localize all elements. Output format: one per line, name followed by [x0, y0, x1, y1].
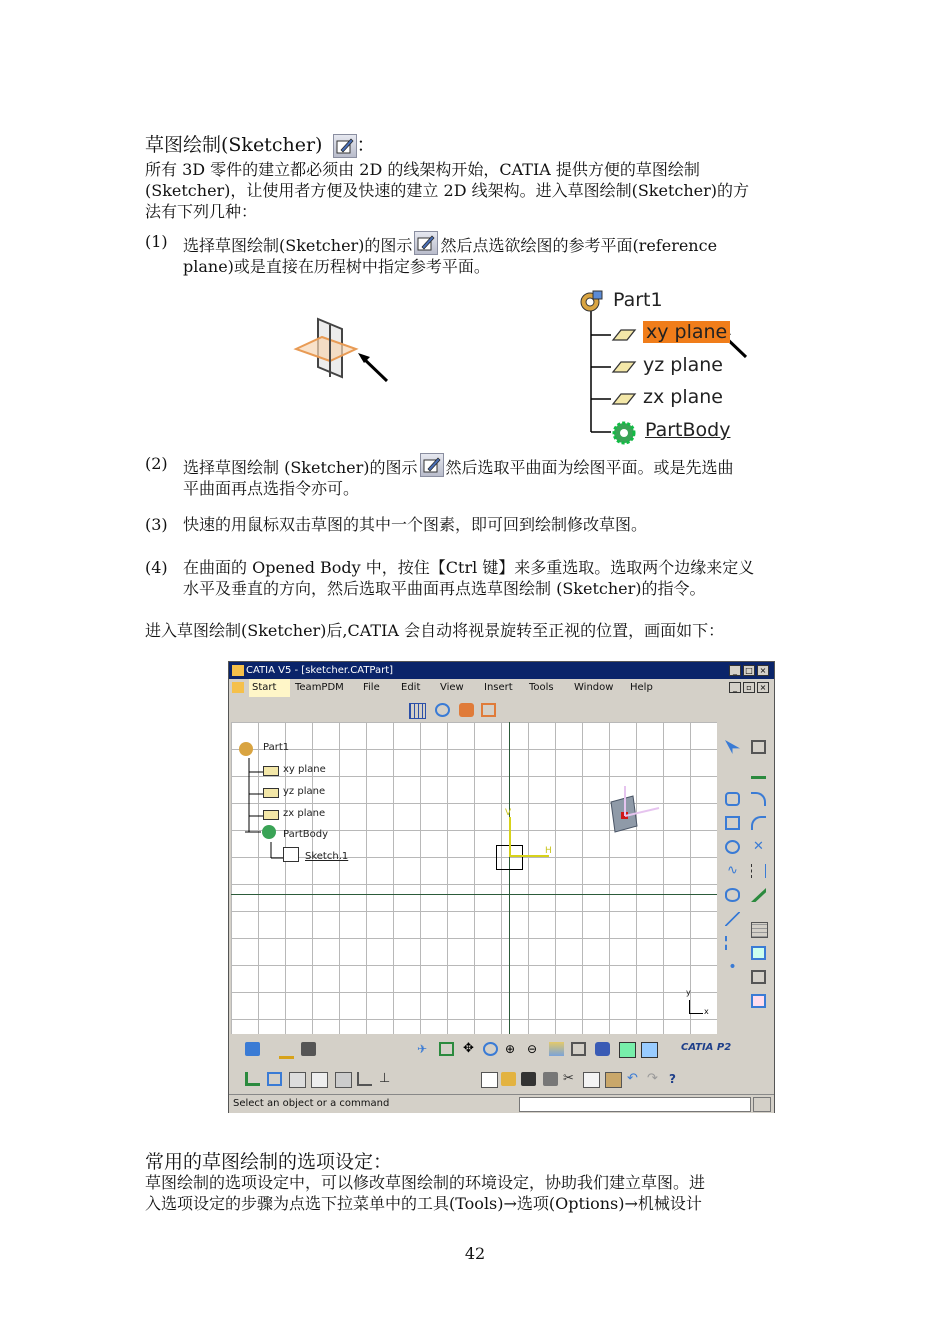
groove-icon[interactable]	[335, 1072, 352, 1088]
fit-all-icon[interactable]	[439, 1042, 454, 1056]
corner-icon[interactable]	[751, 792, 766, 806]
swap-space-icon[interactable]	[641, 1042, 658, 1058]
zoom-out-icon[interactable]: ⊖	[527, 1042, 538, 1056]
grid-icon[interactable]	[409, 703, 426, 719]
help-icon[interactable]: ?	[669, 1072, 676, 1086]
auto-constraint-icon[interactable]	[751, 946, 766, 960]
pocket-icon[interactable]	[289, 1072, 306, 1088]
doc-restore-button[interactable]: ▫	[743, 682, 755, 693]
menu-window[interactable]: Window	[574, 682, 614, 693]
ellipse-icon[interactable]	[725, 888, 740, 902]
item-number: (4)	[145, 558, 168, 577]
trim-icon[interactable]: ✕	[753, 839, 764, 854]
shaft-icon[interactable]	[267, 1072, 282, 1086]
hole-icon[interactable]	[311, 1072, 328, 1088]
mini-plane-icon	[263, 788, 279, 798]
page-number: 42	[464, 1244, 486, 1263]
select-arrow-icon[interactable]	[725, 740, 740, 754]
item-number: (3)	[145, 515, 168, 534]
close-button[interactable]: ×	[757, 665, 769, 676]
sketcher-icon	[333, 134, 357, 158]
rectangle-icon[interactable]	[725, 816, 740, 830]
chamfer-icon[interactable]	[751, 816, 766, 830]
heading-text: 草图绘制(Sketcher)	[145, 134, 323, 156]
catalog-icon[interactable]	[301, 1042, 316, 1056]
undo-icon[interactable]: ↶	[627, 1071, 638, 1086]
plane-icon	[611, 327, 637, 343]
rotate-icon[interactable]	[483, 1042, 498, 1056]
plane-icon	[611, 359, 637, 375]
pad-icon[interactable]	[245, 1072, 260, 1086]
plane-icon	[611, 391, 637, 407]
top-toolbar	[229, 698, 774, 722]
triad-y	[689, 1000, 690, 1014]
catia-logo: CATIA P2	[681, 1042, 732, 1053]
tree-node-partbody: PartBody	[645, 419, 731, 441]
axis-h-label: H	[545, 846, 552, 856]
sketcher-icon	[420, 453, 444, 477]
command-button[interactable]	[753, 1097, 771, 1112]
axis-icon[interactable]	[725, 936, 740, 950]
exit-workbench-icon[interactable]	[751, 740, 766, 754]
open-icon[interactable]	[501, 1072, 516, 1086]
h-axis	[509, 855, 549, 857]
item-number: (1)	[145, 232, 168, 251]
mini-tree-zx-plane: zx plane	[283, 808, 326, 819]
tree-node-zx-plane: zx plane	[643, 386, 723, 408]
measure-icon[interactable]	[279, 1042, 294, 1059]
cut-icon[interactable]: ✂	[563, 1071, 574, 1086]
multi-view-icon[interactable]	[571, 1042, 586, 1056]
sketch-analysis-icon[interactable]	[245, 1042, 260, 1056]
copy-icon[interactable]	[583, 1072, 600, 1088]
doc-minimize-button[interactable]: _	[729, 682, 741, 693]
catia-window	[228, 661, 775, 1113]
zoom-in-icon[interactable]: ⊕	[505, 1042, 516, 1056]
partbody-gear-icon	[611, 421, 637, 445]
item-4-text: 在曲面的 Opened Body 中，按住【Ctrl 键】来多重选取。选取两个边缘来定义 水平及垂直的方向，然后选取平曲面再点选草图绘制 (Sketcher)的指令。	[183, 558, 755, 598]
edit-multi-icon[interactable]	[751, 994, 766, 1008]
triad-x	[689, 1013, 703, 1014]
mini-tree-xy-plane: xy plane	[283, 764, 326, 775]
mini-tree-yz-plane: yz plane	[283, 786, 326, 797]
h-axis-line	[231, 894, 717, 895]
plane-illustration	[290, 315, 400, 390]
part-icon	[579, 289, 605, 313]
intro-paragraph: 所有 3D 零件的建立都必须由 2D 的线架构开始，CATIA 提供方便的草图绘制 (Sketcher)，让使用者方便及快速的建立 2D 线架构。进入草图绘制(Sketcher)的方 法有下列几种：	[145, 160, 750, 221]
compass-icon[interactable]	[603, 782, 673, 842]
bottom-toolbar-2	[229, 1064, 774, 1094]
export-icon[interactable]	[751, 762, 766, 779]
pan-icon[interactable]: ✥	[463, 1041, 474, 1056]
triad-y-label: y	[686, 988, 691, 997]
catia-title-bar: CATIA V5 - [sketcher.CATPart] _ □ ×	[229, 662, 774, 679]
point-icon[interactable]: •	[728, 959, 737, 975]
construction-icon[interactable]	[459, 703, 474, 717]
command-input[interactable]	[519, 1097, 751, 1112]
tree-root-label: Part1	[613, 289, 663, 311]
section-heading: 草图绘制(Sketcher) ：	[145, 134, 376, 156]
line-icon[interactable]	[725, 912, 740, 926]
section2-heading: 常用的草图绘制的选项设定：	[145, 1151, 393, 1173]
arrow-icon	[358, 353, 387, 381]
normal-view-icon[interactable]	[549, 1042, 564, 1056]
mini-part-icon	[239, 742, 253, 756]
mini-plane-icon	[263, 810, 279, 820]
menu-tools[interactable]: Tools	[529, 682, 554, 693]
after-paragraph: 进入草图绘制(Sketcher)后,CATIA 会自动将视景旋转至正视的位置，画面如下：	[145, 621, 725, 640]
project-icon[interactable]	[751, 888, 766, 902]
new-icon[interactable]	[481, 1072, 498, 1088]
menu-start[interactable]: Start	[249, 679, 290, 697]
animate-icon[interactable]	[751, 970, 766, 984]
sketcher-icon	[414, 231, 438, 255]
maximize-button[interactable]: □	[743, 665, 755, 676]
view-mode-icon[interactable]	[595, 1042, 610, 1056]
axis-v-label: V	[505, 808, 512, 818]
item-3-text: 快速的用鼠标双击草图的其中一个图素，即可回到绘制修改草图。	[183, 515, 648, 534]
save-icon[interactable]	[521, 1072, 536, 1086]
tree-node-yz-plane: yz plane	[643, 354, 723, 376]
redo-icon[interactable]: ↷	[647, 1071, 658, 1086]
circle-icon[interactable]	[725, 840, 740, 854]
menu-help[interactable]: Help	[630, 682, 653, 693]
print-icon[interactable]	[543, 1072, 558, 1086]
menu-view[interactable]: View	[440, 682, 464, 693]
app-icon	[232, 665, 244, 676]
catia-menu-bar	[229, 679, 774, 697]
sketch-canvas[interactable]	[231, 722, 717, 1034]
bottom-toolbar-1	[229, 1034, 774, 1064]
hide-show-icon[interactable]	[619, 1042, 636, 1058]
menu-file[interactable]: File	[363, 682, 380, 693]
snap-icon[interactable]	[435, 703, 450, 717]
mini-sketch-icon	[283, 847, 299, 862]
paste-icon[interactable]	[605, 1072, 622, 1088]
section2-paragraph: 草图绘制的选项设定中，可以修改草图绘制的环境设定，协助我们建立草图。进 入选项设定的步骤为点选下拉菜单中的工具(Tools)→选项(Options)→机械设计	[145, 1173, 706, 1213]
mini-tree-root: Part1	[263, 742, 290, 753]
item-1-text: 选择草图绘制(Sketcher)的图示 然后点选欲绘图的参考平面(reference plane)或是直接在历程树中指定参考平面。	[183, 231, 813, 277]
mini-gear-icon	[262, 825, 276, 839]
triad-x-label: x	[704, 1007, 709, 1016]
mirror-icon[interactable]	[751, 864, 766, 878]
menu-insert[interactable]: Insert	[484, 682, 513, 693]
constraint-icon[interactable]	[481, 703, 496, 717]
rib-icon[interactable]	[357, 1072, 372, 1086]
menu-teampdm[interactable]: TeamPDM	[295, 682, 344, 693]
v-axis	[509, 817, 511, 857]
fly-icon[interactable]: ✈	[417, 1042, 428, 1056]
minimize-button[interactable]: _	[729, 665, 741, 676]
mini-tree-sketch[interactable]: Sketch.1	[305, 851, 349, 862]
right-toolbar	[717, 722, 774, 1034]
doc-close-button[interactable]: ×	[757, 682, 769, 693]
item-2-text: 选择草图绘制 (Sketcher)的图示 然后选取平曲面为绘图平面。或是先选曲 平曲面再点选指令亦可。	[183, 453, 813, 499]
status-text: Select an object or a command	[233, 1098, 390, 1109]
menu-edit[interactable]: Edit	[401, 682, 421, 693]
profile-icon[interactable]	[725, 792, 740, 806]
mini-plane-icon	[263, 766, 279, 776]
item-number: (2)	[145, 454, 168, 473]
tree-node-xy-plane: xy plane	[643, 321, 730, 343]
stiffener-icon[interactable]: ⊥	[379, 1071, 391, 1086]
doc-icon	[232, 682, 244, 693]
v-axis-line	[509, 722, 510, 1034]
status-bar	[229, 1094, 774, 1113]
spec-tree	[575, 285, 755, 445]
mini-tree-partbody: PartBody	[283, 829, 328, 840]
spline-icon[interactable]: ∿	[727, 863, 738, 878]
constraint-dialog-icon[interactable]	[751, 922, 768, 938]
